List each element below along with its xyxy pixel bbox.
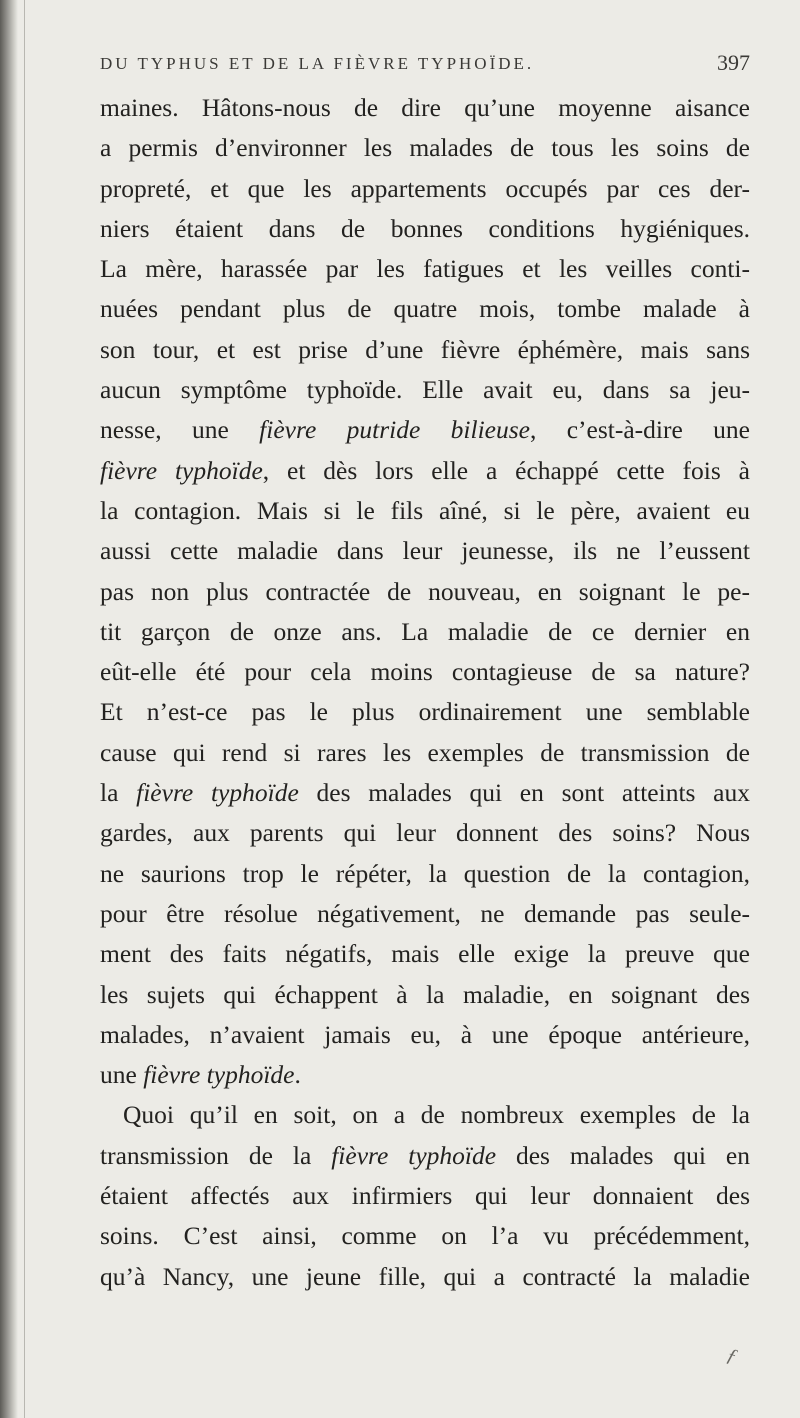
text-line: maines. Hâtons-nous de dire qu’une moyenne aisance [100, 93, 750, 122]
text-line: La mère, harassée par les fatigues et les veilles conti- [100, 254, 750, 284]
text-line: qu’à Nancy, une jeune fille, qui a contracté la maladie [100, 1261, 750, 1291]
text-line: cause qui rend si rares les exemples de transmission de [100, 737, 750, 767]
body-text [100, 88, 750, 1297]
text-line: étaient affectés aux infirmiers qui leur donnaient des [100, 1181, 750, 1211]
italic-term: fièvre putride bilieuse [259, 415, 530, 445]
text-line: tit garçon de onze ans. La maladie de ce dernier en [100, 616, 750, 646]
text-line: pas non plus contractée de nouveau, en soignant le pe- [100, 576, 750, 606]
text-line: fièvre typhoïde, et dès lors elle a échappé cette fois à [100, 455, 750, 485]
text-line: Quoi qu’il en soit, on a de nombreux exemples de la [123, 1100, 750, 1130]
text-line: eût-elle été pour cela moins contagieuse de sa nature? [100, 657, 750, 687]
text-line: malades, n’avaient jamais eu, à une époque antérieure, [100, 1019, 750, 1049]
italic-term: fièvre typhoïde [331, 1140, 497, 1170]
text-line: gardes, aux parents qui leur donnent des soins? Nous [100, 818, 750, 848]
italic-term: fièvre typhoïde [100, 455, 263, 485]
text-line: soins. C’est ainsi, comme on l’a vu précédemment, [100, 1221, 750, 1251]
text-line: aussi cette maladie dans leur jeunesse, ils ne l’eussent [100, 536, 750, 566]
page-number: 397 [717, 50, 750, 75]
text-line: pour être résolue négativement, ne demande pas seule- [100, 898, 750, 928]
text-line: la contagion. Mais si le fils aîné, si le père, avaient eu [100, 495, 750, 525]
page-binding-shadow [0, 0, 18, 1418]
text-line: les sujets qui échappent à la maladie, en soignant des [100, 979, 750, 1009]
text-line: niers étaient dans de bonnes conditions hygiéniques. [100, 213, 750, 243]
text-line: ment des faits négatifs, mais elle exige la preuve que [100, 939, 750, 969]
text-line: transmission de la fièvre typhoïde des malades qui en [100, 1140, 750, 1170]
running-title: DU TYPHUS ET DE LA FIÈVRE TYPHOÏDE. [100, 54, 535, 73]
text-line: Et n’est-ce pas le plus ordinairement une semblable [100, 697, 750, 727]
text-line: une fièvre typhoïde. [100, 1060, 301, 1090]
text-line: aucun symptôme typhoïde. Elle avait eu, dans sa jeu- [100, 375, 750, 405]
text-line: la fièvre typhoïde des malades qui en sont atteints aux [100, 778, 751, 808]
italic-term: fièvre typhoïde [136, 778, 299, 808]
text-line: nesse, une fièvre putride bilieuse, c’est-à-dire une [100, 415, 750, 445]
ink-speck-mark: ƒ [723, 1343, 741, 1369]
italic-term: fièvre typhoïde [143, 1060, 295, 1090]
text-line: nuées pendant plus de quatre mois, tombe malade à [100, 294, 750, 324]
text-line: son tour, et est prise d’une fièvre éphémère, mais sans [100, 334, 750, 364]
page-header [100, 46, 750, 86]
text-line: propreté, et que les appartements occupés par ces der- [100, 173, 750, 203]
page-binding-edge [24, 0, 25, 1418]
text-line: a permis d’environner les malades de tous les soins de [100, 133, 750, 163]
text-line: ne saurions trop le répéter, la question de la contagion, [100, 858, 750, 888]
